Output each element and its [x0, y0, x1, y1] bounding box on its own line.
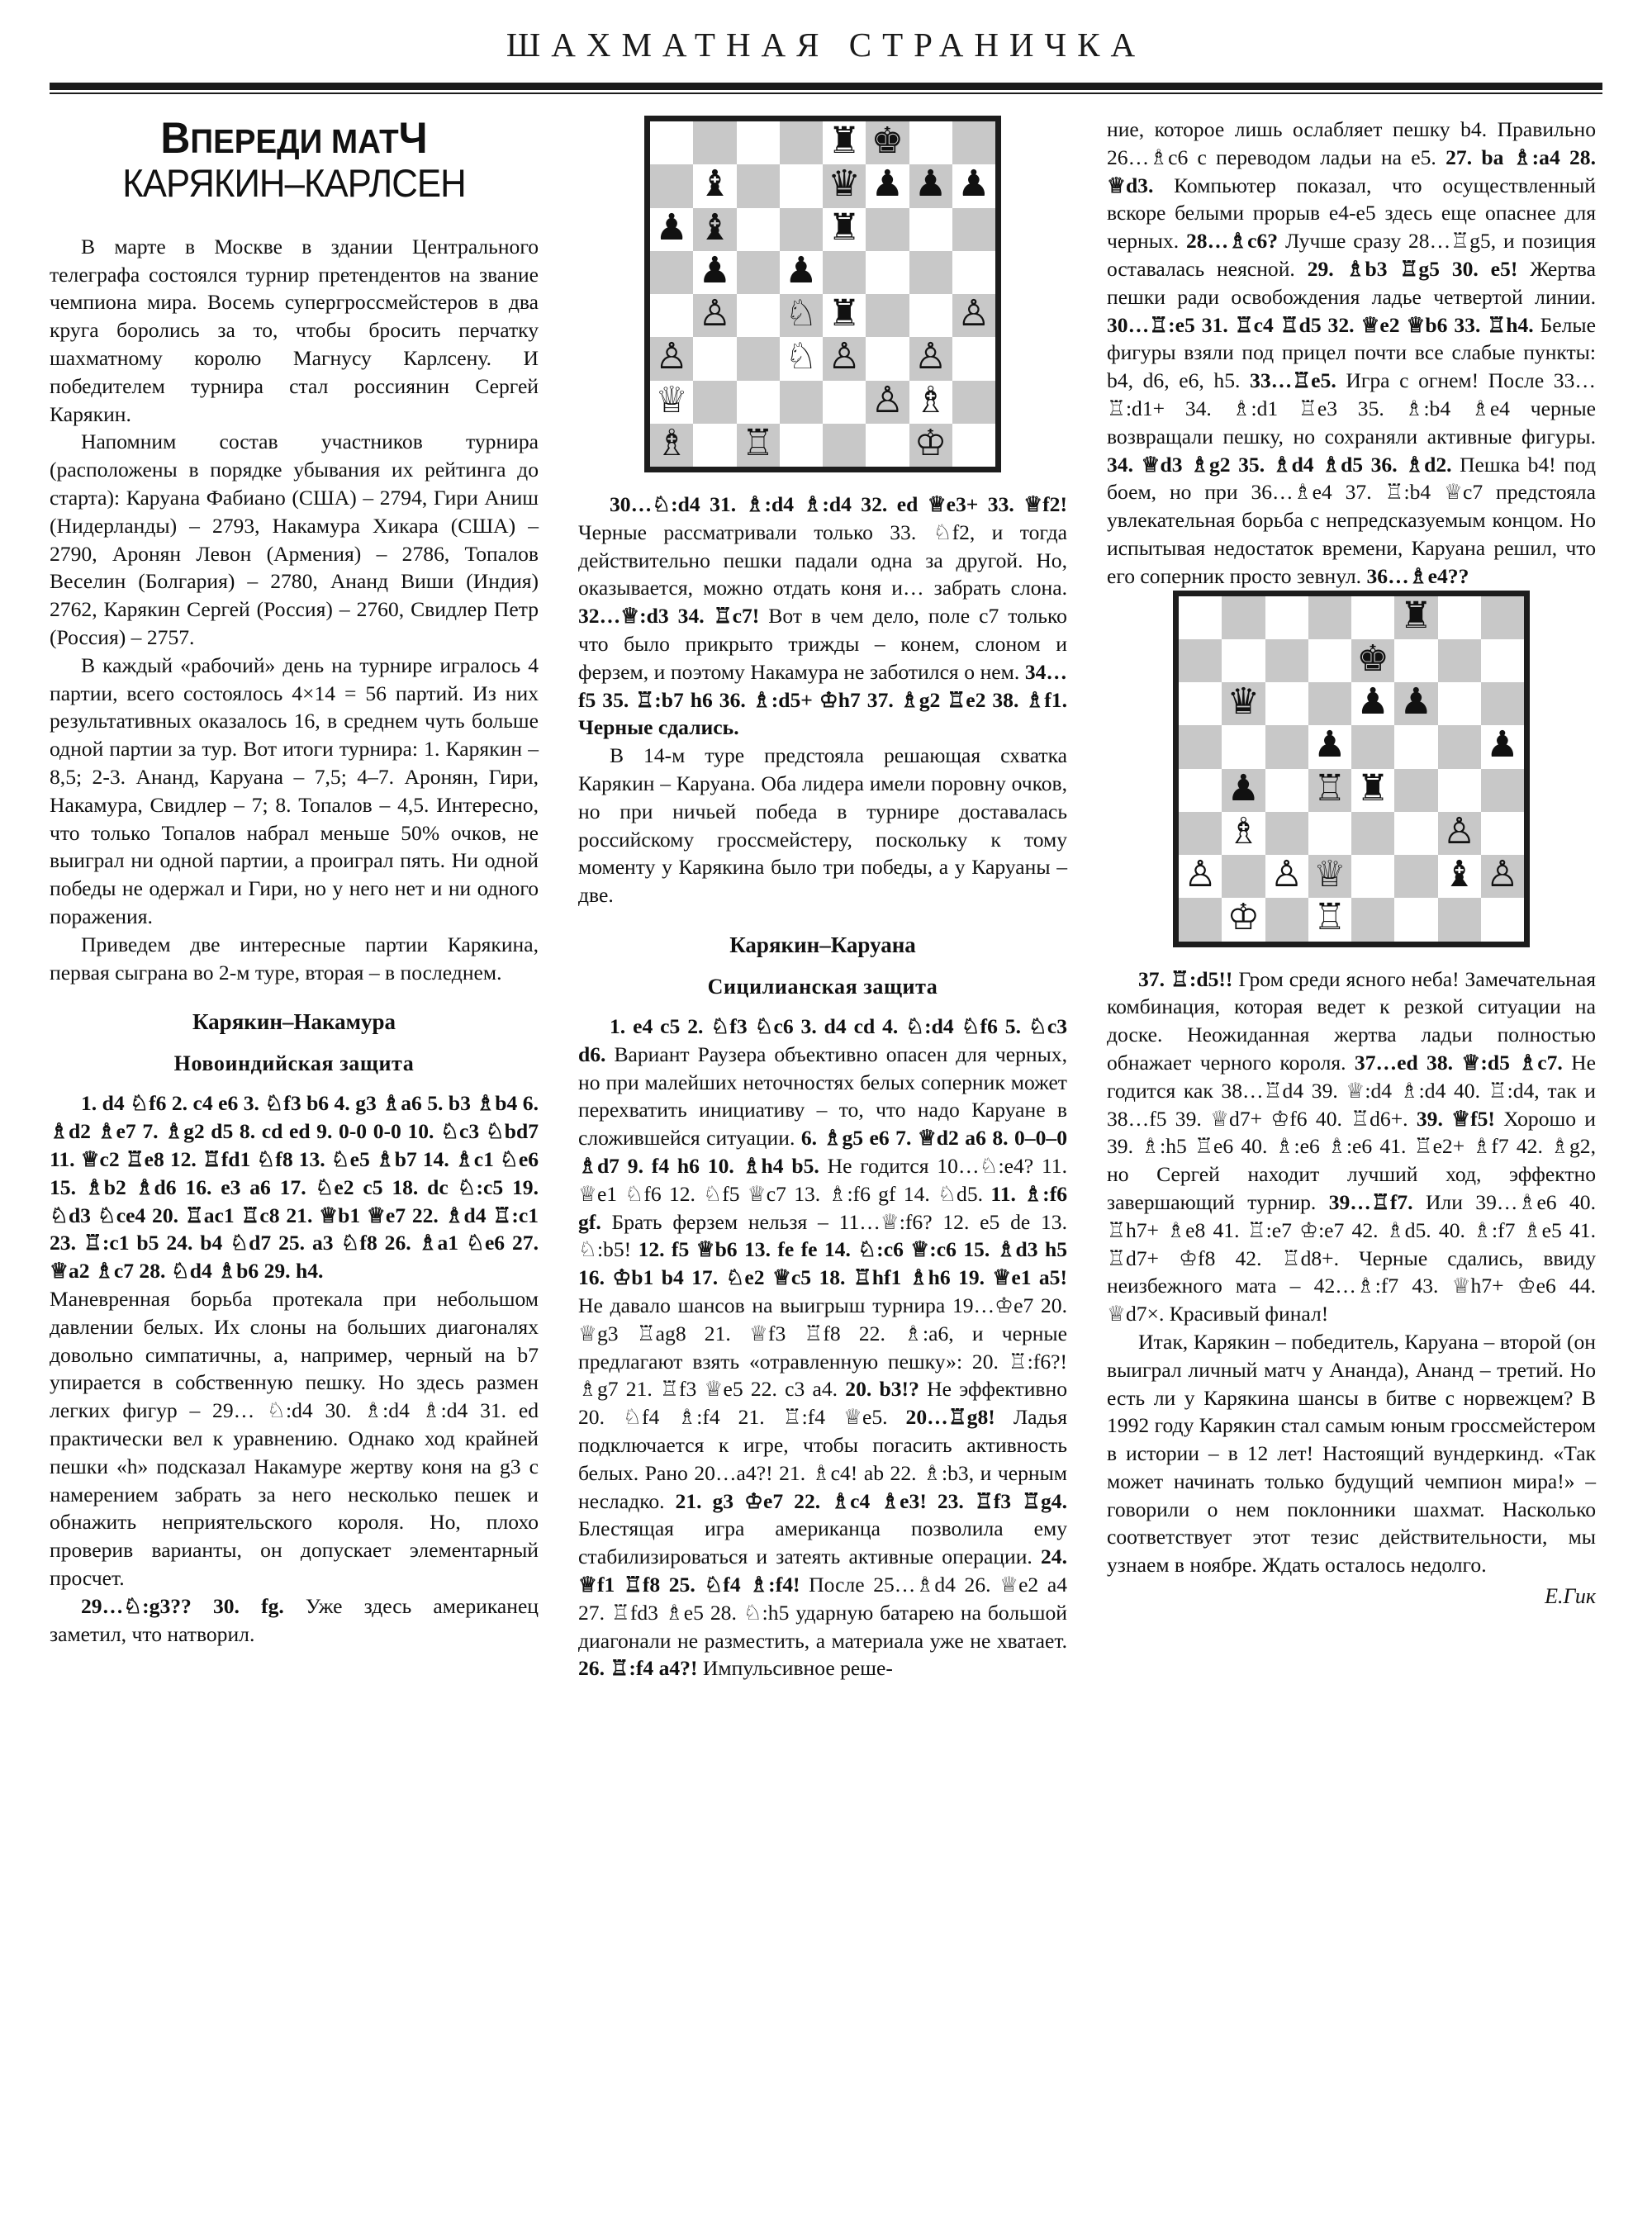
board-square: [1265, 898, 1308, 941]
board-square: [866, 378, 909, 424]
board-square: [693, 121, 736, 164]
board-square: [866, 251, 909, 294]
board-square: [866, 424, 909, 467]
moves: 20…♖g8!: [905, 1405, 995, 1430]
board-square: [780, 208, 823, 251]
headline-line-1: ВПЕРЕДИ МАТЧ: [160, 114, 428, 163]
board-square: [1394, 898, 1437, 941]
board-square: [1481, 812, 1524, 855]
moves: 30…♘:d4 31. ♗:d4 ♗:d4 32. ed ♕e3+ 33. ♕f2!: [610, 492, 1067, 516]
board-square: [650, 251, 693, 294]
board-square: [780, 251, 823, 294]
moves: 37…ed 38. ♕:d5 ♗c7.: [1354, 1050, 1563, 1075]
board-square: [1179, 812, 1222, 855]
board-square: [866, 208, 909, 251]
board-square: [866, 121, 909, 164]
board-square: [737, 208, 780, 251]
white-pawn-icon: ♙: [655, 335, 688, 378]
board-square: [1481, 769, 1524, 812]
board-square: [823, 121, 866, 164]
white-king-icon: ♔: [914, 421, 947, 464]
board-square: [823, 251, 866, 294]
headline-line-2: КАРЯКИН–КАРЛСЕН: [122, 161, 466, 206]
board-square: [952, 424, 995, 467]
board-square: [1179, 769, 1222, 812]
board-square: [952, 164, 995, 207]
board-square: [1222, 596, 1265, 639]
black-pawn-icon: ♟: [1356, 681, 1389, 724]
black-bishop-icon: ♝: [698, 206, 732, 249]
board-square: [1222, 639, 1265, 682]
board-square: [1308, 898, 1351, 941]
board-square: [693, 381, 736, 424]
board-square: [1351, 766, 1394, 812]
board-square: [1179, 855, 1222, 898]
board-square: [866, 294, 909, 337]
white-bishop-icon: ♗: [1227, 809, 1260, 852]
moves: 29…♘:g3?? 30. fg.: [81, 1593, 284, 1618]
board-square: [909, 421, 952, 467]
board-square: [909, 121, 952, 164]
board-square: [693, 337, 736, 380]
board-square: [909, 378, 952, 424]
board-square: [1351, 682, 1394, 725]
moves: 39. ♕f5!: [1416, 1106, 1495, 1131]
board-square: [952, 337, 995, 380]
board-square: [1222, 766, 1265, 812]
board-square: [1351, 898, 1394, 941]
board-square: [1481, 639, 1524, 682]
black-king-icon: ♚: [871, 120, 904, 163]
moves: 1. e4 c5 2. ♘f3 ♘c6 3. d4 cd 4. ♘:d4 ♘f6 5. ♘c3 d6.: [578, 1014, 1067, 1066]
white-pawn-icon: ♙: [871, 378, 904, 421]
board-square: [823, 381, 866, 424]
board-square: [1265, 769, 1308, 812]
moves: 33…♖e5.: [1250, 368, 1336, 393]
game-title-karjakin-caruana: Карякин–Каруана: [729, 932, 916, 957]
move-list: 29…♘:g3?? 30. fg. Уже здесь американец заметил, что натворил.: [50, 1593, 539, 1646]
board-square: [1438, 725, 1481, 768]
board-square: [1179, 725, 1222, 768]
board-square: [1481, 682, 1524, 725]
black-queen-icon: ♛: [1227, 681, 1260, 724]
board-square: [1351, 596, 1394, 639]
moves: 11. ♗:f6 gf.: [578, 1181, 1068, 1234]
white-pawn-icon: ♙: [957, 292, 990, 335]
board-square: [909, 208, 952, 251]
board-square: [693, 294, 736, 337]
black-queen-icon: ♛: [828, 163, 861, 206]
board-square: [650, 421, 693, 467]
paragraph: В марте в Москве в здании Центрального телеграфа состоялся турнир претендентов на звание чемпиона мира. Восемь супергроссмейстеров в два круга боролись за то, чтобы бросить перчатку шахматному королю Магнусу Карлсену. И победителем турнира стал россиянин Сергей Карякин.: [50, 234, 539, 426]
moves: 34…f5 35. ♖:b7 h6 36. ♗:d5+ ♔h7 37. ♗g2 ♖e2 38. ♗f1. Черные сдались.: [578, 659, 1067, 740]
moves: 12. f5 ♕b6 13. fe fe 14. ♘:c6 ♕:c6 15. ♗d3 h5 16. ♔b1 b4 17. ♘e2 ♕c5 18. ♖hf1 ♗h6 19. ♕e1 a5!: [578, 1237, 1067, 1290]
board-square: [1438, 596, 1481, 639]
board-square: [909, 164, 952, 207]
board-square: [1179, 596, 1222, 639]
board-square: [1394, 812, 1437, 855]
moves: 1. d4 ♘f6 2. c4 e6 3. ♘f3 b6 4. g3 ♗a6 5. b3 ♗b4 6. ♗d2 ♗e7 7. ♗g2 d5 8. cd ed 9. 0-0 0-0 10. ♘c3 ♘bd7 11. ♕c2 ♖e8 12. ♖fd1 ♘f8 13. ♘e5 ♗b7 14. ♗c1 ♘e6 15. ♗b2 ♗d6 16. e3 a6 17. ♘e2 c5 18. dc ♘:c5 19. ♘d3 ♘ce4 20. ♖ac1 ♖c8 21. ♕b1 ♕e7 22. ♗d4 ♖:c1 23. ♖:c1 b5 24. b4 ♘d7 25. a3 ♘f8 26. ♗a1 ♘e6 27. ♕a2 ♗c7 28. ♘d4 ♗b6 29. h4.: [50, 1091, 539, 1284]
board-square: [823, 337, 866, 380]
black-pawn-icon: ♟: [1313, 724, 1346, 766]
board-square: [780, 121, 823, 164]
opening-name: Сицилианская защита: [707, 975, 938, 999]
black-king-icon: ♚: [1356, 637, 1389, 680]
black-pawn-icon: ♟: [655, 206, 688, 249]
column-3: [1107, 116, 1596, 1609]
move-list: [50, 1089, 539, 1285]
board-square: [952, 251, 995, 294]
black-bishop-icon: ♝: [698, 163, 732, 206]
moves: 34. ♕d3 ♗g2 35. ♗d4 ♗d5 36. ♗d2.: [1107, 452, 1452, 477]
moves: 21. g3 ♔e7 22. ♗c4 ♗e3! 23. ♖f3 ♖g4.: [675, 1488, 1067, 1513]
board-square: [1308, 812, 1351, 855]
board-square: [650, 337, 693, 380]
game-title-karjakin-nakamura: Карякин–Накамура: [192, 1009, 396, 1035]
board-square: [1481, 596, 1524, 639]
board-square: [780, 424, 823, 467]
board-square: [780, 294, 823, 337]
board-square: [1265, 725, 1308, 768]
board-square: [1481, 898, 1524, 941]
board-square: [1481, 725, 1524, 768]
board-square: [1222, 809, 1265, 855]
move-list: 37. ♖:d5!! Гром среди ясного неба! Замечательная комбинация, которая ведет к резкой ситуации на доске. Неожиданная жертва ладьи полностью обнажает черного короля. 37…ed 38. ♕:d5 ♗c7. Не годится как 38…♖d4 39. ♕:d4 ♗:d4 40. ♖:d4, так и 38…f5 39. ♕d7+ ♔f6 40. ♖d6+. 39. ♕f5! Хорошо и 39. ♗:h5 ♖e6 40. ♗:e6 ♗:e6 41. ♖e2+ ♗f7 42. ♗g2, но Сергей находит лучший ход, эффектно завершающий турнир. 39…♖f7. Или 39…♗e6 40. ♖h7+ ♗e8 41. ♖:e7 ♔:e7 42. ♗d5. 40. ♗:f7 ♗e5 41. ♖d7+ ♔f8 42. ♖d8+. Черные сдались, ввиду неизбежного мата – 42…♗:f7 43. ♕h7+ ♔e6 44. ♕d7×. Красивый финал!: [1107, 966, 1596, 1326]
white-queen-icon: ♕: [655, 378, 688, 421]
board-square: [693, 424, 736, 467]
board-square: [737, 337, 780, 380]
white-pawn-icon: ♙: [1270, 853, 1303, 896]
board-square: [909, 251, 952, 294]
chess-board: [644, 116, 1001, 472]
white-queen-icon: ♕: [1313, 853, 1346, 896]
move-list: 30…♘:d4 31. ♗:d4 ♗:d4 32. ed ♕e3+ 33. ♕f2! Черные рассматривали только 33. ♘f2, и тогда действительно пешки падали одна за другой. Но, оказывается, можно отдать коня и… забрать слона. 32…♕:d3 34. ♖c7! Вот в чем дело, поле c7 только что было прикрыто трижды – конем, слоном и ферзем, и поэтому Накамура не заботился о нем. 34…f5 35. ♖:b7 h6 36. ♗:d5+ ♔h7 37. ♗g2 ♖e2 38. ♗f1. Черные сдались.: [578, 492, 1067, 740]
move-list: 1. e4 c5 2. ♘f3 ♘c6 3. d4 cd 4. ♘:d4 ♘f6 5. ♘c3 d6. Вариант Раузера объективно опасен для черных, но при малейших неточностях белых соперник может перехватить инициативу – то, что надо Каруане в сложившейся ситуации. 6. ♗g5 e6 7. ♕d2 a6 8. 0–0–0 ♗d7 9. f4 h6 10. ♗h4 b5. Не годится 10…♘:e4? 11. ♕e1 ♘f6 12. ♘f5 ♕c7 13. ♗:f6 gf 14. ♘d5. 11. ♗:f6 gf. Брать ферзем нельзя – 11…♕:f6? 12. e5 de 13. ♘:b5! 12. f5 ♕b6 13. fe fe 14. ♘:c6 ♕:c6 15. ♗d3 h5 16. ♔b1 b4 17. ♘e2 ♕c5 18. ♖hf1 ♗h6 19. ♕e1 a5! Не давало шансов на выигрыш турнира 19…♔e7 20. ♕g3 ♖ag8 21. ♕f3 ♖f8 22. ♗:a6, и черные предлагают взять «отравленную пешку»: 20. ♖:f6?! ♗g7 21. ♖f3 ♕e5 22. c3 a4. 20. b3!? Не эффективно 20. ♘f4 ♗:f4 21. ♖:f4 ♕e5. 20…♖g8! Ладья подключается к игре, чтобы погасить активность белых. Рано 20…a4?! 21. ♗c4! ab 22. ♗:b3, и черным несладко. 21. g3 ♔e7 22. ♗c4 ♗e3! 23. ♖f3 ♖g4. Блестящая игра американца позволила ему стабилизироваться и затеять активные операции. 24. ♕f1 ♖f8 25. ♘f4 ♗:f4! После 25…♗d4 26. ♕e2 a4 27. ♖fd3 ♗e5 28. ♘:h5 ударную батарею на большой диагонали не разместить, а материала уже не хватает. 26. ♖:f4 a4?! Импульсивное реше-: [578, 1014, 1068, 1681]
black-rook-icon: ♜: [1399, 594, 1433, 637]
board-square: [1265, 682, 1308, 725]
board-square: [1308, 855, 1351, 898]
board-square: [1394, 682, 1437, 725]
board-square: [1265, 639, 1308, 682]
board-square: [1308, 682, 1351, 725]
board-square: [737, 121, 780, 164]
white-knight-icon: ♘: [785, 335, 818, 378]
board-square: [866, 164, 909, 207]
board-square: [823, 208, 866, 251]
board-square: [1351, 855, 1394, 898]
black-pawn-icon: ♟: [957, 163, 990, 206]
board-square: [737, 421, 780, 467]
white-pawn-icon: ♙: [698, 292, 732, 335]
masthead: [0, 0, 1652, 64]
board-square: [823, 424, 866, 467]
board-square: [1265, 596, 1308, 639]
column-2: [578, 116, 1067, 1682]
chess-diagram-1: [578, 116, 1067, 472]
white-pawn-icon: ♙: [914, 335, 947, 378]
board-square: [737, 164, 780, 207]
board-square: [909, 294, 952, 337]
black-pawn-icon: ♟: [1399, 681, 1433, 724]
board-square: [1308, 596, 1351, 639]
black-pawn-icon: ♟: [871, 163, 904, 206]
paragraph: Итак, Карякин – победитель, Каруана – второй (он выиграл личный матч у Ананда), Ананд – третий. Но есть ли у Карякина шансы в битве с норвежцем? В 1992 году Карякин стал самым юным гроссмейстером в истории – в 12 лет! Настоящий вундеркинд. «Так может начинать только будущий чемпион мира!» – говорили о нем поклонники шахмат. Насколько соответствует этот тезис действительности, мы узнаем в ноябре. Ждать осталось недолго.: [1107, 1329, 1596, 1578]
white-pawn-icon: ♙: [1442, 809, 1476, 852]
board-square: [1438, 769, 1481, 812]
article-headline: [50, 116, 539, 205]
board-square: [1179, 639, 1222, 682]
white-knight-icon: ♘: [785, 292, 818, 335]
board-square: [737, 251, 780, 294]
board-square: [650, 294, 693, 337]
board-square: [737, 294, 780, 337]
board-square: [650, 208, 693, 251]
paragraph: В каждый «рабочий» день на турнире игралось 4 партии, всего состоялось 4×14 = 56 партий. Из них результативных оказалось 16, в среднем чуть больше одной партии за тур. Вот итоги турнира: 1. Карякин – 8,5; 2-3. Ананд, Каруана – 7,5; 4–7. Аронян, Гири, Накамура, Свидлер – 7; 8. Топалов – 4,5. Интересно, что только Топалов набрал меньше 50% очков, не выиграл ни одной партии, а проиграл пять. Ни одной победы не одержал и Гири, но у него нет и ни одного поражения.: [50, 652, 539, 928]
board-square: [780, 337, 823, 380]
black-pawn-icon: ♟: [698, 249, 732, 292]
moves: 26. ♖:f4 a4?!: [578, 1656, 698, 1681]
white-bishop-icon: ♗: [655, 421, 688, 464]
white-pawn-icon: ♙: [828, 335, 861, 378]
board-square: [780, 164, 823, 207]
board-square: [650, 164, 693, 207]
board-square: [693, 208, 736, 251]
moves: 39…♖f7.: [1328, 1189, 1413, 1214]
board-square: [1438, 639, 1481, 682]
moves: 27. ba ♗:a4 28. ♕d3.: [1107, 145, 1597, 197]
page-title: ШАХМАТНАЯ СТРАНИЧКА: [506, 26, 1146, 64]
moves: 30…♖:e5 31. ♖c4 ♖d5 32. ♕e2 ♕b6 33. ♖h4.: [1107, 312, 1534, 337]
black-rook-icon: ♜: [828, 292, 861, 335]
chess-board: [1173, 591, 1530, 947]
black-pawn-icon: ♟: [785, 249, 818, 292]
board-square: [650, 121, 693, 164]
board-square: [1308, 725, 1351, 768]
masthead-rule: [50, 83, 1602, 94]
board-square: [1265, 812, 1308, 855]
board-square: [1222, 725, 1265, 768]
board-square: [1265, 855, 1308, 898]
author-signature: Е.Гик: [1545, 1584, 1596, 1609]
board-square: [1394, 639, 1437, 682]
moves: 29. ♗b3 ♖g5 30. e5!: [1307, 256, 1518, 281]
headline-dropcap: В: [160, 114, 191, 163]
white-bishop-icon: ♗: [914, 378, 947, 421]
board-square: [650, 378, 693, 424]
moves: 24. ♕f1 ♖f8 25. ♘f4 ♗:f4!: [578, 1545, 1067, 1597]
board-square: [1179, 682, 1222, 725]
moves: 36…♗e4??: [1366, 563, 1469, 588]
board-square: [823, 294, 866, 337]
board-square: [1222, 682, 1265, 725]
board-square: [823, 164, 866, 207]
opening-name: Новоиндийская защита: [173, 1051, 415, 1076]
white-pawn-icon: ♙: [1184, 853, 1217, 896]
board-square: [1351, 639, 1394, 682]
board-square: [1308, 766, 1351, 812]
black-bishop-icon: ♝: [1442, 853, 1476, 896]
white-rook-icon: ♖: [1313, 896, 1346, 939]
white-king-icon: ♔: [1227, 896, 1260, 939]
column-1: [50, 116, 539, 1648]
board-square: [952, 381, 995, 424]
black-rook-icon: ♜: [828, 206, 861, 249]
board-square: [1394, 596, 1437, 639]
board-square: [1394, 855, 1437, 898]
board-square: [952, 294, 995, 337]
board-square: [1351, 725, 1394, 768]
board-square: [909, 337, 952, 380]
board-square: [1438, 855, 1481, 898]
board-square: [952, 208, 995, 251]
annotation: ние, которое лишь ослабляет пешку b4. Правильно 26…♗c6 с переводом ладьи на e5. 27. ba ♗:a4 28. ♕d3. Компьютер показал, что осуществленный вскоре белыми прорыв e4-e5 здесь еще опаснее для черных. 28…♗c6? Лучше сразу 28…♖g5, и позиция оставалась неясной. 29. ♗b3 ♖g5 30. e5! Жертва пешки ради освобождения ладье четвертой линии. 30…♖:e5 31. ♖c4 ♖d5 32. ♕e2 ♕b6 33. ♖h4. Белые фигуры взяли под прицел почти все слабые пункты: b4, d6, e6, h5. 33…♖e5. Игра с огнем! После 33…♖:d1+ 34. ♗:d1 ♖e3 35. ♗:b4 ♗e4 черные возвращали пешку, но сохраняли активные фигуры. 34. ♕d3 ♗g2 35. ♗d4 ♗d5 36. ♗d2. Пешка b4! под боем, но при 36…♗e4 37. ♖:b4 ♕c7 предстояла увлекательная борьба с непредсказуемым концом. Но испытывая недостаток времени, Каруана решил, что его соперник просто зевнул. 36…♗e4??: [1107, 117, 1597, 588]
paragraph: Напомним состав участников турнира (расположены в порядке убывания их рейтинга до старта): Каруана Фабиано (США) – 2794, Гири Аниш (Нидерланды) – 2793, Накамура Хикара (США) – 2790, Аронян Левон (Армения) – 2786, Топалов Веселин (Болгария) – 2780, Ананд Виши (Индия) 2762, Карякин Сергей (Россия) – 2760, Свидлер Петр (Россия) – 2757.: [50, 429, 539, 650]
white-rook-icon: ♖: [1313, 766, 1346, 809]
moves: 6. ♗g5 e6 7. ♕d2 a6 8. 0–0–0 ♗d7 9. f4 h6 10. ♗h4 b5.: [578, 1126, 1067, 1179]
white-rook-icon: ♖: [741, 421, 775, 464]
moves: 32…♕:d3 34. ♖c7!: [578, 604, 760, 629]
white-pawn-icon: ♙: [1486, 853, 1519, 896]
board-square: [1438, 898, 1481, 941]
board-square: [1481, 855, 1524, 898]
annotation: Маневренная борьба протекала при небольшом давлении белых. Их слоны на больших диагоналях довольно симпатичны, а, например, черный на b7 упирается в собственную пешку. Но здесь размен легких фигур – 29… ♘:d4 30. ♗:d4 ♗:d4 31. ed практически вел к уравнению. Однако ход крайней пешки «h» подсказал Накамуре жертву коня на g3 с намерением забрать за него несколько пешек и обнажить неприятельского короля. Но, плохо проверив варианты, он допускает элементарный просчет.: [50, 1287, 539, 1591]
board-square: [1351, 812, 1394, 855]
board-square: [693, 251, 736, 294]
black-rook-icon: ♜: [1356, 766, 1389, 809]
board-square: [1438, 809, 1481, 855]
board-square: [737, 381, 780, 424]
black-pawn-icon: ♟: [1227, 766, 1260, 809]
board-square: [1222, 855, 1265, 898]
moves: 37. ♖:d5!!: [1138, 966, 1233, 991]
paragraph: Приведем две интересные партии Карякина, первая сыграна во 2-м туре, вторая – в последнем.: [50, 932, 539, 985]
board-square: [780, 381, 823, 424]
board-square: [1394, 769, 1437, 812]
board-square: [1438, 682, 1481, 725]
moves: 20. b3!?: [845, 1377, 919, 1402]
board-square: [952, 121, 995, 164]
three-column-layout: [50, 116, 1602, 1682]
moves: 28…♗c6?: [1185, 229, 1279, 254]
chess-diagram-2: [1107, 591, 1596, 947]
black-pawn-icon: ♟: [1486, 724, 1519, 766]
black-pawn-icon: ♟: [914, 163, 947, 206]
board-square: [1394, 725, 1437, 768]
board-square: [1222, 898, 1265, 941]
board-square: [1308, 639, 1351, 682]
board-square: [1179, 898, 1222, 941]
paragraph: В 14-м туре предстояла решающая схватка Карякин – Каруана. Оба лидера имели поровну очков, но при ничьей победа в турнире доставалась российскому гроссмейстеру, поскольку к тому моменту у Карякина было три победы, а у Каруаны – две.: [578, 743, 1067, 908]
board-square: [693, 164, 736, 207]
board-square: [866, 337, 909, 380]
black-rook-icon: ♜: [828, 120, 861, 163]
